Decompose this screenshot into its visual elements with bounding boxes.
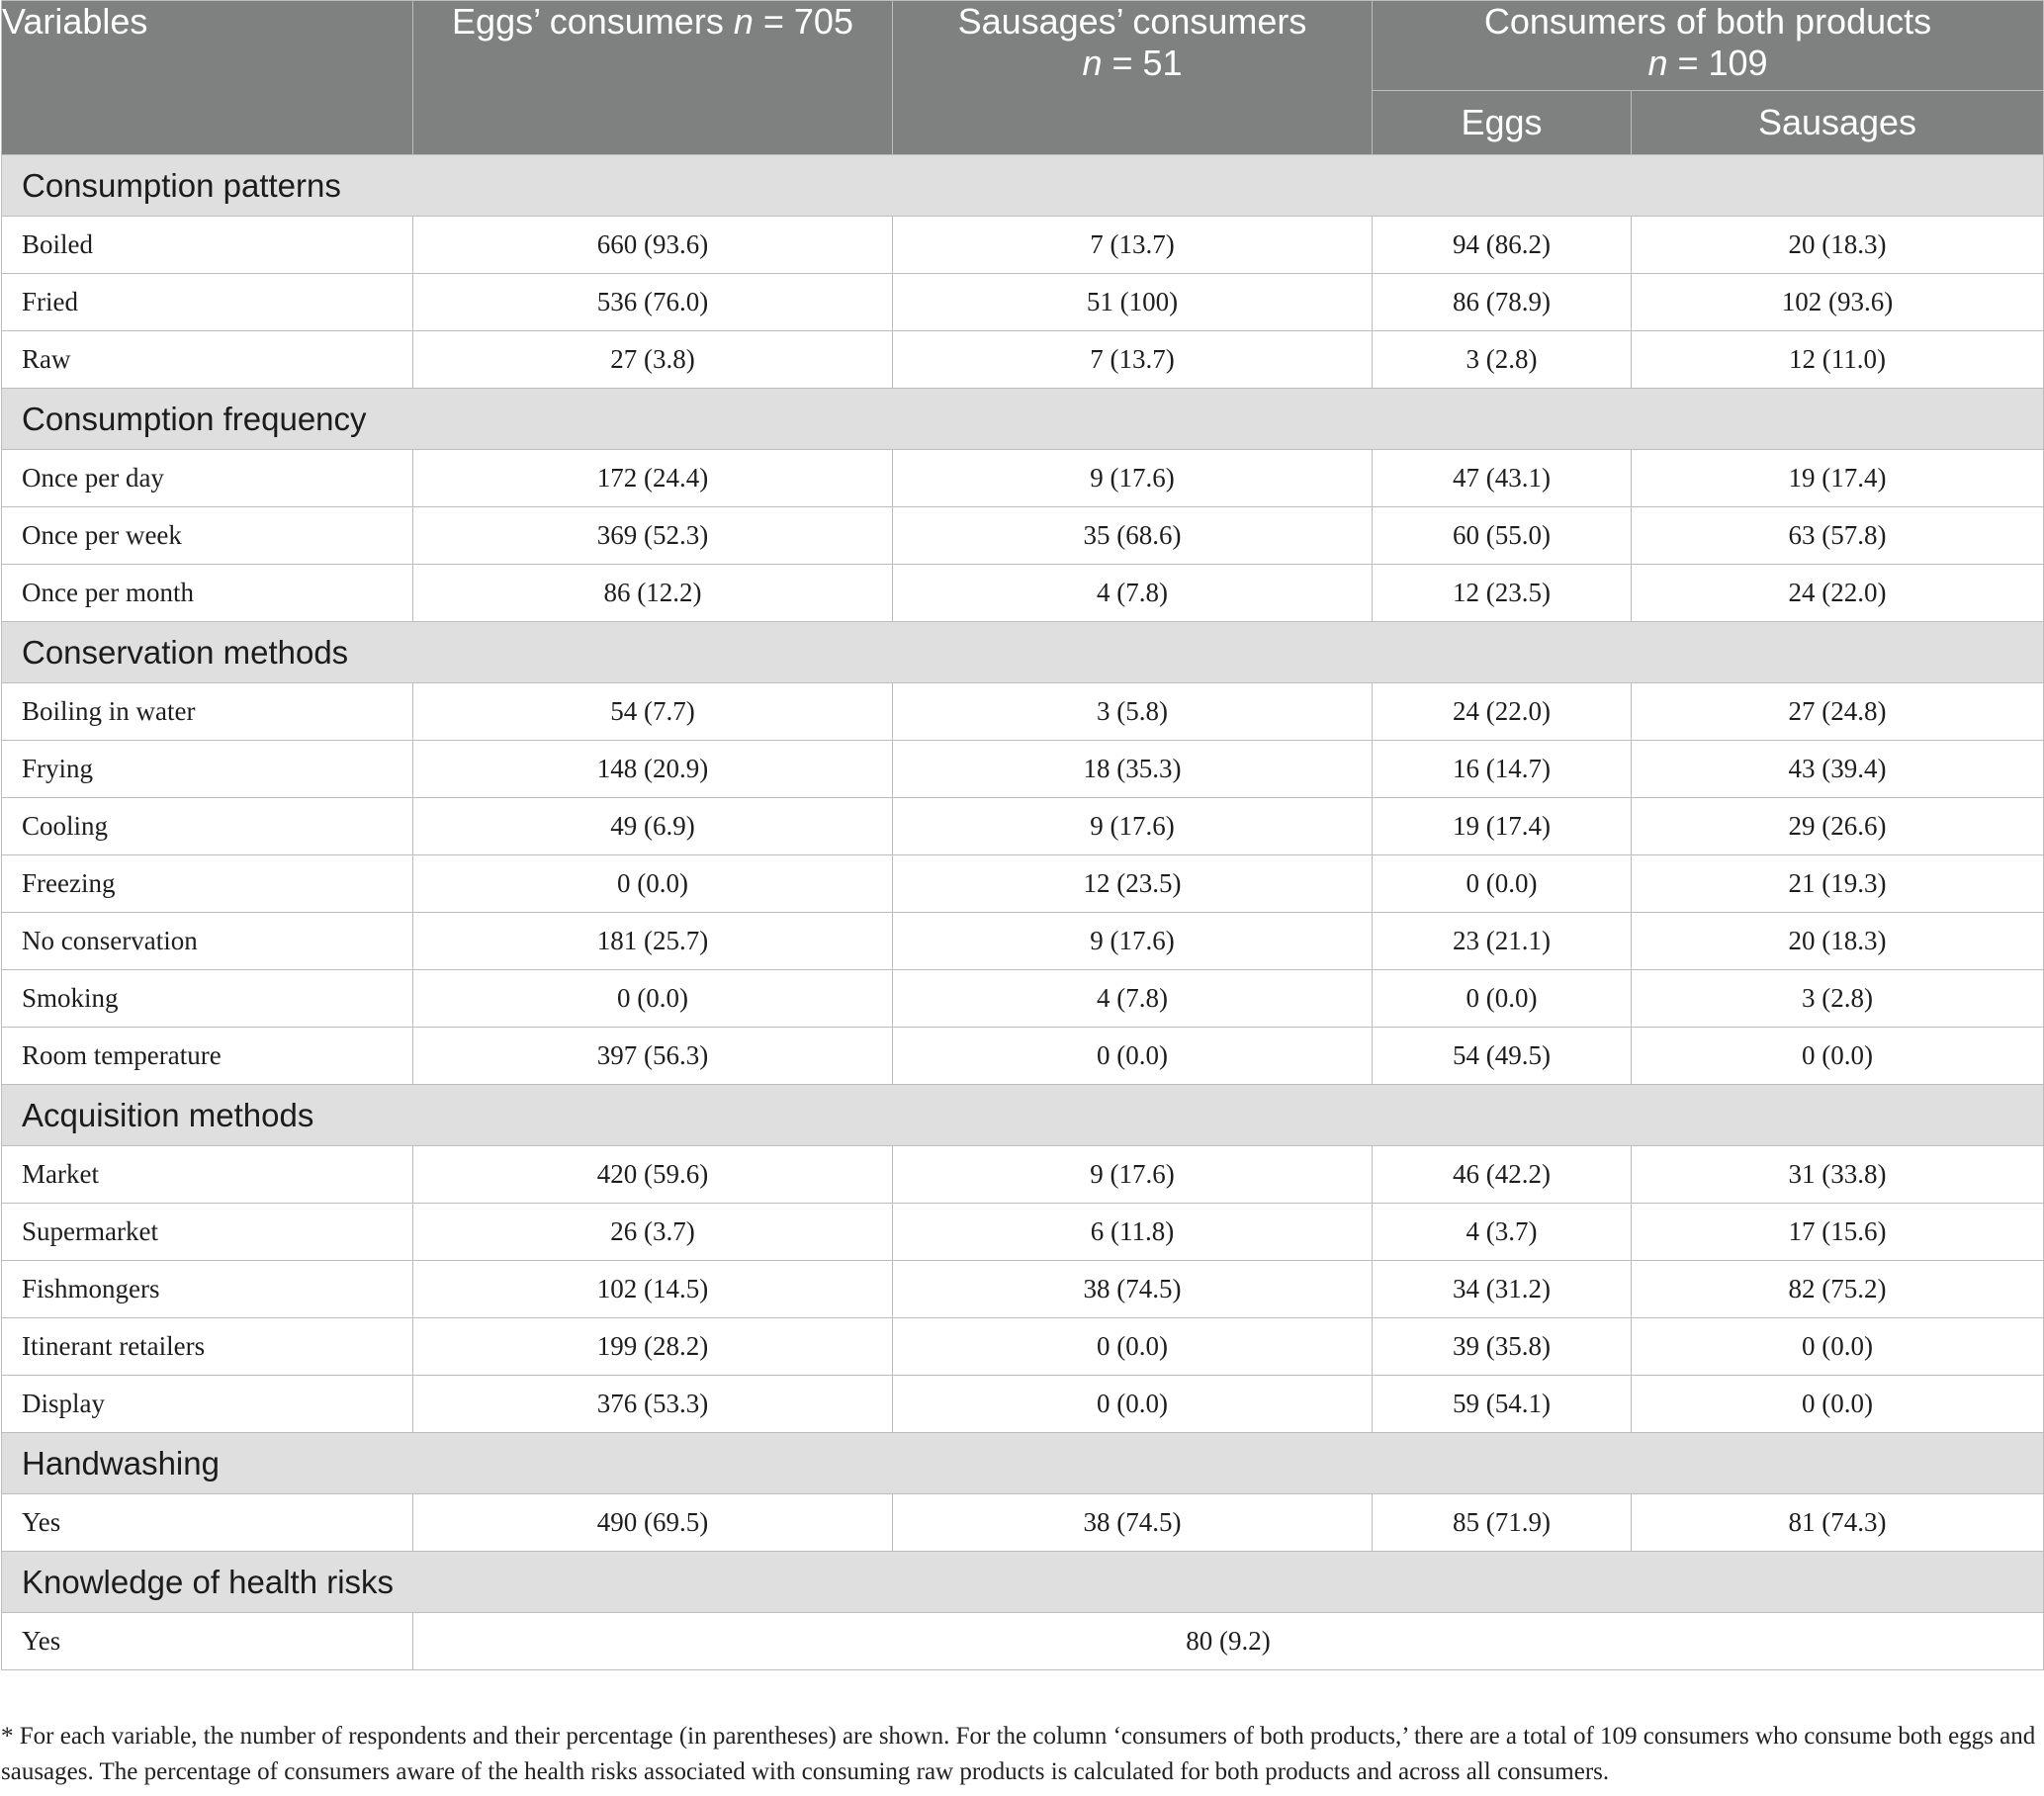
sausages-consumers-cell: 0 (0.0) bbox=[893, 1376, 1373, 1433]
row-label: Room temperature bbox=[2, 1028, 413, 1085]
section-header-row bbox=[2, 1085, 2044, 1146]
both-eggs-cell: 23 (21.1) bbox=[1373, 913, 1632, 970]
both-eggs-cell: 94 (86.2) bbox=[1373, 217, 1632, 274]
eggs-consumers-cell: 536 (76.0) bbox=[413, 274, 893, 331]
eggs-consumers-cell: 397 (56.3) bbox=[413, 1028, 893, 1085]
sausages-consumers-cell: 38 (74.5) bbox=[893, 1494, 1373, 1552]
both-eggs-cell: 34 (31.2) bbox=[1373, 1261, 1632, 1318]
sausages-consumers-cell: 35 (68.6) bbox=[893, 507, 1373, 565]
table-row bbox=[2, 274, 2044, 331]
table-row bbox=[2, 1318, 2044, 1376]
both-eggs-cell: 86 (78.9) bbox=[1373, 274, 1632, 331]
both-sausages-cell: 17 (15.6) bbox=[1632, 1204, 2044, 1261]
row-label: Market bbox=[2, 1146, 413, 1204]
table-row bbox=[2, 331, 2044, 389]
row-label: Itinerant retailers bbox=[2, 1318, 413, 1376]
both-eggs-cell: 39 (35.8) bbox=[1373, 1318, 1632, 1376]
both-sausages-cell: 20 (18.3) bbox=[1632, 913, 2044, 970]
section-title: Consumption patterns bbox=[2, 155, 2044, 217]
data-table bbox=[1, 0, 2044, 1670]
table-row bbox=[2, 1146, 2044, 1204]
sausages-consumers-cell: 4 (7.8) bbox=[893, 970, 1373, 1028]
section-title: Acquisition methods bbox=[2, 1085, 2044, 1146]
sausages-consumers-cell: 7 (13.7) bbox=[893, 217, 1373, 274]
both-sausages-cell: 20 (18.3) bbox=[1632, 217, 2044, 274]
sausages-consumers-cell: 3 (5.8) bbox=[893, 683, 1373, 741]
both-sausages-cell: 0 (0.0) bbox=[1632, 1376, 2044, 1433]
both-sausages-cell: 12 (11.0) bbox=[1632, 331, 2044, 389]
sausages-consumers-cell: 9 (17.6) bbox=[893, 913, 1373, 970]
eggs-consumers-cell: 0 (0.0) bbox=[413, 970, 893, 1028]
row-label: Yes bbox=[2, 1613, 413, 1670]
section-header-row bbox=[2, 1433, 2044, 1494]
row-label: Boiled bbox=[2, 217, 413, 274]
eggs-consumers-cell: 181 (25.7) bbox=[413, 913, 893, 970]
row-label: Freezing bbox=[2, 855, 413, 913]
section-title: Handwashing bbox=[2, 1433, 2044, 1494]
table-row bbox=[2, 450, 2044, 507]
table-row bbox=[2, 970, 2044, 1028]
both-sausages-cell: 0 (0.0) bbox=[1632, 1028, 2044, 1085]
eggs-consumers-cell: 54 (7.7) bbox=[413, 683, 893, 741]
table-row bbox=[2, 1376, 2044, 1433]
header-sub-sausages: Sausages bbox=[1632, 91, 2044, 155]
table-row bbox=[2, 1494, 2044, 1552]
table-row bbox=[2, 741, 2044, 798]
both-sausages-cell: 81 (74.3) bbox=[1632, 1494, 2044, 1552]
both-eggs-cell: 4 (3.7) bbox=[1373, 1204, 1632, 1261]
header-eggs-consumers: Eggs’ consumers n = 705 bbox=[413, 1, 893, 155]
table-row bbox=[2, 913, 2044, 970]
both-eggs-cell: 59 (54.1) bbox=[1373, 1376, 1632, 1433]
sausages-consumers-cell: 51 (100) bbox=[893, 274, 1373, 331]
eggs-consumers-cell: 199 (28.2) bbox=[413, 1318, 893, 1376]
both-sausages-cell: 102 (93.6) bbox=[1632, 274, 2044, 331]
both-sausages-cell: 19 (17.4) bbox=[1632, 450, 2044, 507]
section-header-row bbox=[2, 1552, 2044, 1613]
row-label: Supermarket bbox=[2, 1204, 413, 1261]
row-label: Smoking bbox=[2, 970, 413, 1028]
table-row bbox=[2, 1261, 2044, 1318]
both-sausages-cell: 27 (24.8) bbox=[1632, 683, 2044, 741]
sausages-consumers-cell: 9 (17.6) bbox=[893, 1146, 1373, 1204]
row-label: Cooling bbox=[2, 798, 413, 855]
both-eggs-cell: 24 (22.0) bbox=[1373, 683, 1632, 741]
sausages-consumers-cell: 0 (0.0) bbox=[893, 1318, 1373, 1376]
sausages-consumers-cell: 9 (17.6) bbox=[893, 798, 1373, 855]
both-eggs-cell: 12 (23.5) bbox=[1373, 565, 1632, 622]
eggs-consumers-cell: 148 (20.9) bbox=[413, 741, 893, 798]
row-label: Once per month bbox=[2, 565, 413, 622]
sausages-consumers-cell: 0 (0.0) bbox=[893, 1028, 1373, 1085]
row-label: Once per day bbox=[2, 450, 413, 507]
eggs-consumers-cell: 102 (14.5) bbox=[413, 1261, 893, 1318]
merged-value-cell: 80 (9.2) bbox=[413, 1613, 2044, 1670]
row-label: Display bbox=[2, 1376, 413, 1433]
both-eggs-cell: 47 (43.1) bbox=[1373, 450, 1632, 507]
both-sausages-cell: 24 (22.0) bbox=[1632, 565, 2044, 622]
row-label: Once per week bbox=[2, 507, 413, 565]
both-sausages-cell: 21 (19.3) bbox=[1632, 855, 2044, 913]
sausages-consumers-cell: 4 (7.8) bbox=[893, 565, 1373, 622]
both-sausages-cell: 43 (39.4) bbox=[1632, 741, 2044, 798]
both-eggs-cell: 54 (49.5) bbox=[1373, 1028, 1632, 1085]
header-sub-eggs: Eggs bbox=[1373, 91, 1632, 155]
footnote: * For each variable, the number of respondents and their percentage (in parentheses) are shown. For the column ‘consumers of both products,’ there are a total of 109 consumers who consume both eggs and sausages. The percentage of consumers aware of the health risks associated with consuming raw products is calculated for both products and across all consumers. bbox=[1, 1723, 2036, 1785]
section-title: Knowledge of health risks bbox=[2, 1552, 2044, 1613]
row-label: Frying bbox=[2, 741, 413, 798]
sausages-consumers-cell: 18 (35.3) bbox=[893, 741, 1373, 798]
table-row bbox=[2, 1204, 2044, 1261]
table-row bbox=[2, 565, 2044, 622]
sausages-consumers-cell: 12 (23.5) bbox=[893, 855, 1373, 913]
header-variables: Variables bbox=[2, 1, 413, 155]
both-eggs-cell: 3 (2.8) bbox=[1373, 331, 1632, 389]
table-row bbox=[2, 217, 2044, 274]
sausages-consumers-cell: 6 (11.8) bbox=[893, 1204, 1373, 1261]
eggs-consumers-cell: 86 (12.2) bbox=[413, 565, 893, 622]
section-header-row bbox=[2, 622, 2044, 683]
table-row bbox=[2, 1613, 2044, 1670]
eggs-consumers-cell: 420 (59.6) bbox=[413, 1146, 893, 1204]
eggs-consumers-cell: 660 (93.6) bbox=[413, 217, 893, 274]
both-sausages-cell: 63 (57.8) bbox=[1632, 507, 2044, 565]
eggs-consumers-cell: 26 (3.7) bbox=[413, 1204, 893, 1261]
section-header-row bbox=[2, 155, 2044, 217]
eggs-consumers-cell: 0 (0.0) bbox=[413, 855, 893, 913]
both-eggs-cell: 85 (71.9) bbox=[1373, 1494, 1632, 1552]
sausages-consumers-cell: 9 (17.6) bbox=[893, 450, 1373, 507]
row-label: No conservation bbox=[2, 913, 413, 970]
table-row bbox=[2, 798, 2044, 855]
section-title: Conservation methods bbox=[2, 622, 2044, 683]
sausages-consumers-cell: 38 (74.5) bbox=[893, 1261, 1373, 1318]
both-eggs-cell: 19 (17.4) bbox=[1373, 798, 1632, 855]
table-body bbox=[2, 155, 2044, 1670]
both-sausages-cell: 29 (26.6) bbox=[1632, 798, 2044, 855]
both-eggs-cell: 16 (14.7) bbox=[1373, 741, 1632, 798]
eggs-consumers-cell: 27 (3.8) bbox=[413, 331, 893, 389]
table-row bbox=[2, 507, 2044, 565]
eggs-consumers-cell: 376 (53.3) bbox=[413, 1376, 893, 1433]
header-sausages-consumers: Sausages’ consumers n = 51 bbox=[893, 1, 1373, 155]
both-sausages-cell: 0 (0.0) bbox=[1632, 1318, 2044, 1376]
both-sausages-cell: 3 (2.8) bbox=[1632, 970, 2044, 1028]
table-row bbox=[2, 1028, 2044, 1085]
row-label: Boiling in water bbox=[2, 683, 413, 741]
table-row bbox=[2, 855, 2044, 913]
row-label: Fried bbox=[2, 274, 413, 331]
table-row bbox=[2, 683, 2044, 741]
row-label: Raw bbox=[2, 331, 413, 389]
both-eggs-cell: 0 (0.0) bbox=[1373, 970, 1632, 1028]
eggs-consumers-cell: 490 (69.5) bbox=[413, 1494, 893, 1552]
section-title: Consumption frequency bbox=[2, 389, 2044, 450]
sausages-consumers-cell: 7 (13.7) bbox=[893, 331, 1373, 389]
section-header-row bbox=[2, 389, 2044, 450]
both-eggs-cell: 60 (55.0) bbox=[1373, 507, 1632, 565]
header-both-consumers: Consumers of both products n = 109 bbox=[1373, 1, 2044, 91]
row-label: Yes bbox=[2, 1494, 413, 1552]
eggs-consumers-cell: 49 (6.9) bbox=[413, 798, 893, 855]
eggs-consumers-cell: 172 (24.4) bbox=[413, 450, 893, 507]
eggs-consumers-cell: 369 (52.3) bbox=[413, 507, 893, 565]
both-eggs-cell: 46 (42.2) bbox=[1373, 1146, 1632, 1204]
both-sausages-cell: 31 (33.8) bbox=[1632, 1146, 2044, 1204]
both-eggs-cell: 0 (0.0) bbox=[1373, 855, 1632, 913]
both-sausages-cell: 82 (75.2) bbox=[1632, 1261, 2044, 1318]
row-label: Fishmongers bbox=[2, 1261, 413, 1318]
